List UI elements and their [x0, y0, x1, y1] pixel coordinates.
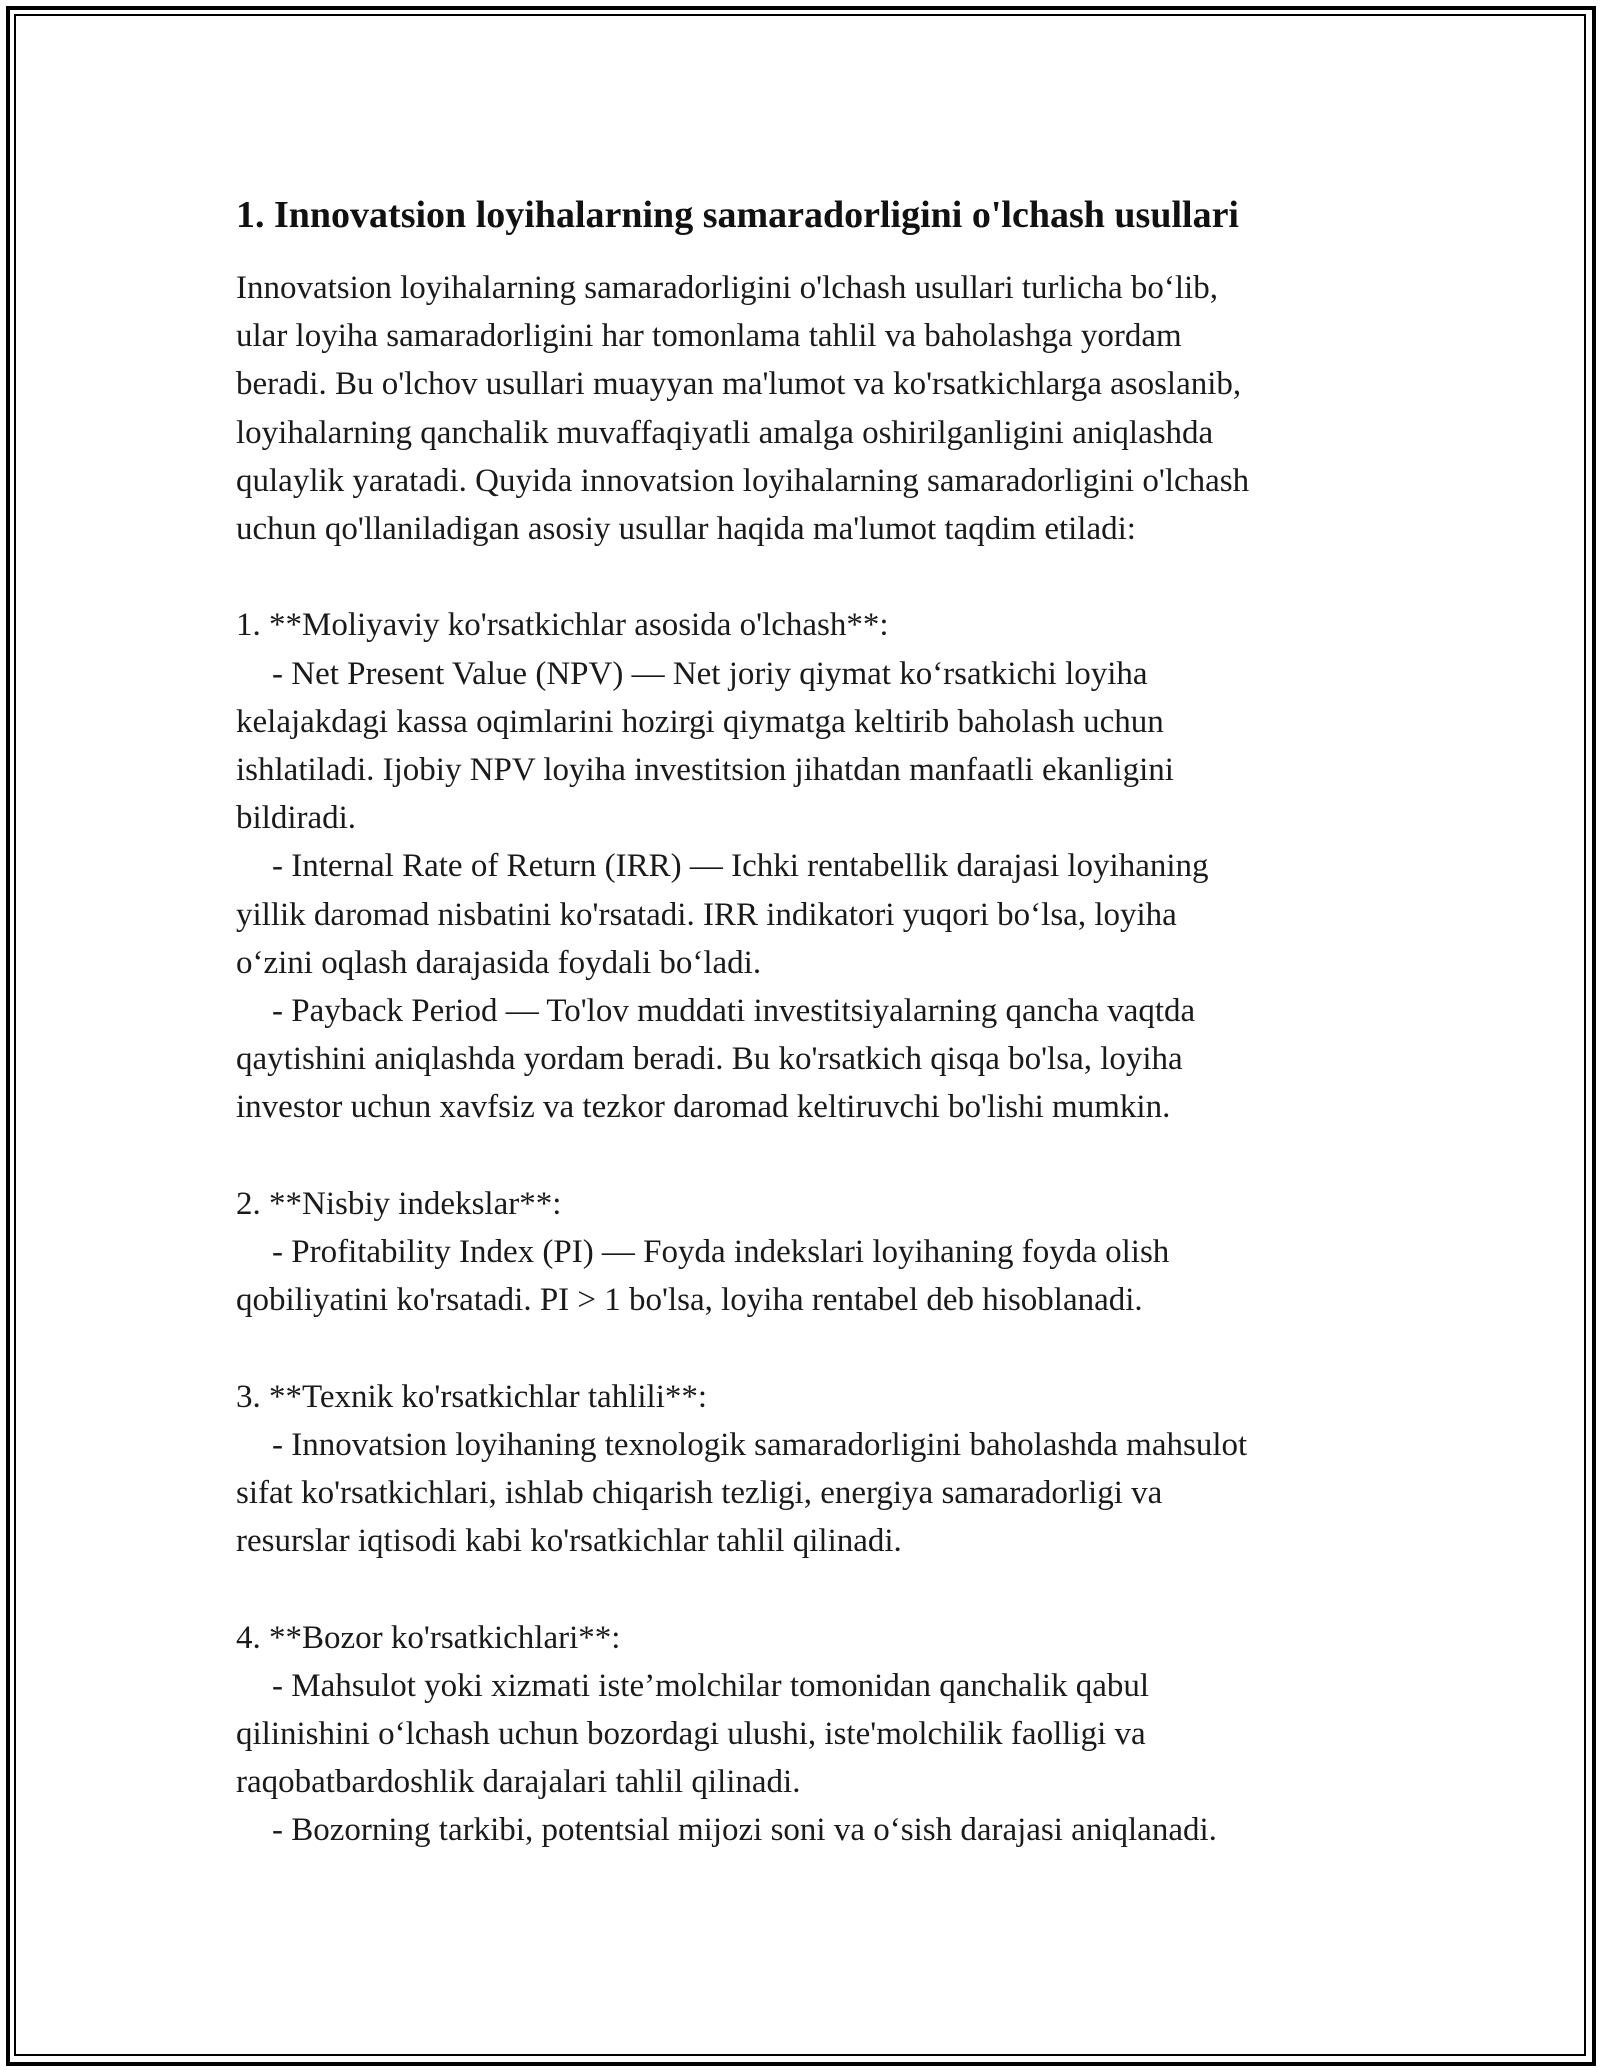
section-heading: 4. **Bozor ko'rsatkichlari**: [236, 1619, 621, 1656]
list-item-market-share: - Mahsulot yoki xizmati iste’molchilar tomonidan qanchalik qabul [272, 1667, 1150, 1704]
text-line: investor uchun xavfsiz va tezkor daromad keltiruvchi bo'lishi mumkin. [236, 1089, 1171, 1126]
document-body [236, 192, 1386, 1855]
section-market [236, 1614, 1386, 1855]
text-line: qilinishini o‘lchash uchun bozordagi ulushi, iste'molchilik faolligi va [236, 1716, 1146, 1753]
text-line: yillik daromad nisbatini ko'rsatadi. IRR indikatori yuqori bo‘lsa, loyiha [236, 896, 1177, 933]
text-line: o‘zini oqlash darajasida foydali bo‘ladi. [236, 944, 762, 981]
intro-paragraph [236, 264, 1386, 553]
text-line: qulaylik yaratadi. Quyida innovatsion loyihalarning samaradorligini o'lchash [236, 462, 1250, 499]
list-item-pi: - Profitability Index (PI) — Foyda indekslari loyihaning foyda olish [272, 1234, 1170, 1271]
paragraph-spacer [236, 553, 1386, 601]
list-item-market-structure: - Bozorning tarkibi, potentsial mijozi soni va o‘sish darajasi aniqlanadi. [272, 1812, 1217, 1849]
text-line: loyihalarning qanchalik muvaffaqiyatli amalga oshirilganligini aniqlashda [236, 414, 1214, 451]
paragraph-spacer [236, 1132, 1386, 1180]
text-line: Innovatsion loyihalarning samaradorligini o'lchash usullari turlicha bo‘lib, [236, 270, 1218, 306]
section-financial [236, 601, 1386, 1131]
text-line: resurslar iqtisodi kabi ko'rsatkichlar tahlil qilinadi. [236, 1523, 902, 1560]
list-item-npv: - Net Present Value (NPV) — Net joriy qiymat ko‘rsatkichi loyiha [272, 655, 1148, 692]
text-line: ishlatiladi. Ijobiy NPV loyiha investitsion jihatdan manfaatli ekanligini [236, 752, 1174, 789]
section-relative-indexes [236, 1180, 1386, 1325]
section-heading: 3. **Texnik ko'rsatkichlar tahlili**: [236, 1378, 708, 1415]
text-line: bildiradi. [236, 800, 357, 837]
text-line: ular loyiha samaradorligini har tomonlama tahlil va baholashga yordam [236, 318, 1182, 355]
list-item-irr: - Internal Rate of Return (IRR) — Ichki rentabellik darajasi loyihaning [272, 848, 1209, 885]
text-line: raqobatbardoshlik darajalari tahlil qilinadi. [236, 1764, 801, 1801]
list-item-technical: - Innovatsion loyihaning texnologik samaradorligini baholashda mahsulot [272, 1426, 1248, 1463]
section-technical [236, 1373, 1386, 1566]
text-line: qobiliyatini ko'rsatadi. PI > 1 bo'lsa, loyiha rentabel deb hisoblanadi. [236, 1282, 1143, 1319]
section-heading: 1. **Moliyaviy ko'rsatkichlar asosida o'lchash**: [236, 607, 889, 644]
text-line: sifat ko'rsatkichlari, ishlab chiqarish tezligi, energiya samaradorligi va [236, 1475, 1163, 1512]
text-line: kelajakdagi kassa oqimlarini hozirgi qiymatga keltirib baholash uchun [236, 703, 1164, 740]
paragraph-spacer [236, 1565, 1386, 1613]
text-line: uchun qo'llaniladigan asosiy usullar haqida ma'lumot taqdim etiladi: [236, 511, 1136, 548]
document-title: 1. Innovatsion loyihalarning samaradorligini o'lchash usullari [236, 194, 1239, 236]
text-line: qaytishini aniqlashda yordam beradi. Bu ko'rsatkich qisqa bo'lsa, loyiha [236, 1041, 1183, 1078]
section-heading: 2. **Nisbiy indekslar**: [236, 1185, 562, 1222]
paragraph-spacer [236, 1324, 1386, 1372]
text-line: beradi. Bu o'lchov usullari muayyan ma'lumot va ko'rsatkichlarga asoslanib, [236, 366, 1242, 403]
list-item-payback: - Payback Period — To'lov muddati investitsiyalarning qancha vaqtda [272, 993, 1196, 1030]
